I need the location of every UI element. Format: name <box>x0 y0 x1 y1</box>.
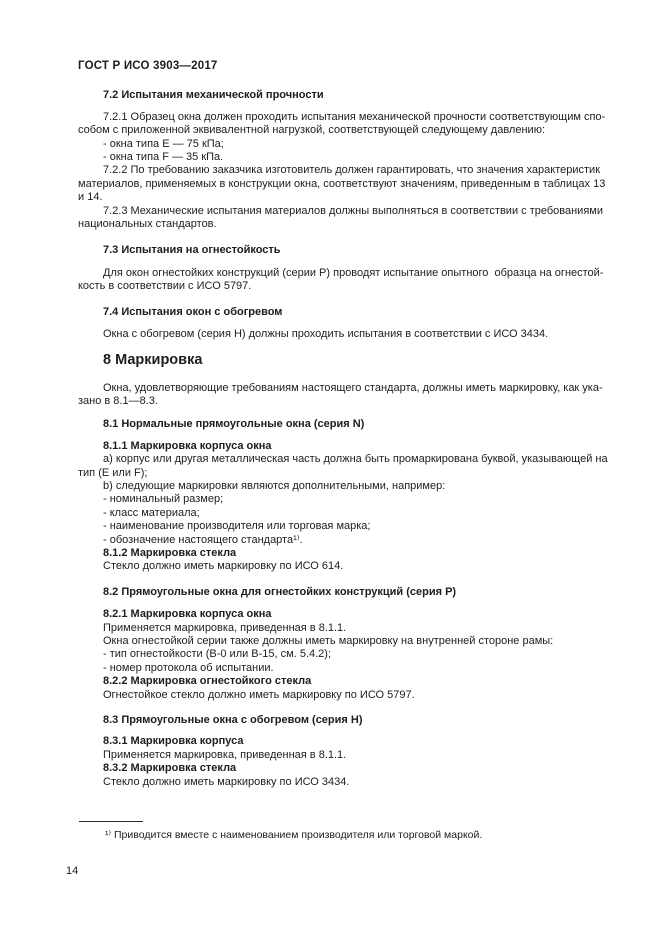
section-7-2-body <box>78 110 606 232</box>
paragraph-line: Применяется маркировка, приведенная в 8.1.1. <box>103 621 347 634</box>
list-item: - класс материала; <box>103 506 200 519</box>
paragraph-line: Стекло должно иметь маркировку по ИСО 3434. <box>103 775 350 788</box>
paragraph-line: b) следующие маркировки являются дополнительными, например: <box>103 479 446 492</box>
paragraph-line: зано в 8.1—8.3. <box>78 394 158 407</box>
list-item: - окна типа E — 75 кПа; <box>103 137 224 150</box>
subsection-8-3-2-title: 8.3.2 Маркировка стекла <box>103 762 237 775</box>
list-item: - номер протокола об испытании. <box>103 661 274 674</box>
list-item: - окна типа F — 35 кПа. <box>103 151 224 164</box>
section-7-4-body <box>78 328 591 341</box>
paragraph-line: собом с приложенной эквивалентной нагрузкой, соответствующей следующему давлению: <box>78 124 545 137</box>
section-8-2-body <box>78 608 591 702</box>
page-number: 14 <box>66 865 79 878</box>
paragraph-line: кость в соответствии с ИСО 5797. <box>78 280 252 293</box>
section-7-4-title: 7.4 Испытания окон с обогревом <box>103 305 283 318</box>
subsection-8-1-1-title: 8.1.1 Маркировка корпуса окна <box>103 439 272 452</box>
paragraph-line: a) корпус или другая металлическая часть должна быть промаркирована буквой, указывающей на <box>103 453 608 466</box>
footnote-separator <box>79 821 143 822</box>
paragraph-line: Огнестойкое стекло должно иметь маркировку по ИСО 5797. <box>103 688 415 701</box>
chapter-8-title: 8 Маркировка <box>103 351 203 368</box>
paragraph-line: Стекло должно иметь маркировку по ИСО 614. <box>103 560 344 573</box>
section-8-1-body <box>78 439 608 574</box>
paragraph-line: Окна с обогревом (серия H) должны проходить испытания в соответствии с ИСО 3434. <box>103 328 549 341</box>
doc-header: ГОСТ Р ИСО 3903—2017 <box>78 60 218 72</box>
subsection-8-2-1-title: 8.2.1 Маркировка корпуса окна <box>103 608 272 621</box>
subsection-8-1-2-title: 8.1.2 Маркировка стекла <box>103 546 237 559</box>
section-7-3-title: 7.3 Испытания на огнестойкость <box>103 244 281 257</box>
list-item: - обозначение настоящего стандарта¹⁾. <box>103 533 303 546</box>
paragraph-line: 7.2.3 Механические испытания материалов должны выполняться в соответствии с требованиями <box>103 204 603 217</box>
section-8-3-body <box>78 735 591 789</box>
list-item: - наименование производителя или торговая марка; <box>103 520 371 533</box>
paragraph-line: и 14. <box>78 191 103 204</box>
section-8-3-title: 8.3 Прямоугольные окна с обогревом (серия H) <box>103 714 363 727</box>
section-8-1-title: 8.1 Нормальные прямоугольные окна (серия N) <box>103 418 365 431</box>
list-item: - тип огнестойкости (B-0 или B-15, см. 5.4.2); <box>103 648 332 661</box>
subsection-8-3-1-title: 8.3.1 Маркировка корпуса <box>103 735 244 748</box>
paragraph-line: материалов, применяемых в конструкции окна, соответствуют значениям, приведенным в таблицах 13 <box>78 177 606 190</box>
list-item: - номинальный размер; <box>103 493 224 506</box>
paragraph-line: Окна огнестойкой серии также должны иметь маркировку на внутренней стороне рамы: <box>103 635 554 647</box>
paragraph-line: Окна, удовлетворяющие требованиям настоящего стандарта, должны иметь маркировку, как ука- <box>103 381 603 394</box>
paragraph-line: 7.2.1 Образец окна должен проходить испытания механической прочности соответствующим спо- <box>103 110 606 123</box>
section-7-3-body <box>78 266 604 294</box>
paragraph-line: 7.2.2 По требованию заказчика изготовитель должен гарантировать, что значения характеристик <box>103 164 601 177</box>
subsection-8-2-2-title: 8.2.2 Маркировка огнестойкого стекла <box>103 675 312 688</box>
paragraph-line: тип (E или F); <box>78 466 148 479</box>
paragraph-line: Применяется маркировка, приведенная в 8.1.1. <box>103 748 347 761</box>
footnote-text: ¹⁾ Приводится вместе с наименованием производителя или торговой маркой. <box>105 829 483 842</box>
chapter-8-intro <box>78 381 603 409</box>
paragraph-line: Для окон огнестойких конструкций (серии P) проводят испытание опытного образца на огнестой- <box>103 266 604 279</box>
section-7-2-title: 7.2 Испытания механической прочности <box>103 89 324 102</box>
paragraph-line: национальных стандартов. <box>78 218 217 231</box>
section-8-2-title: 8.2 Прямоугольные окна для огнестойких конструкций (серия P) <box>103 585 457 598</box>
